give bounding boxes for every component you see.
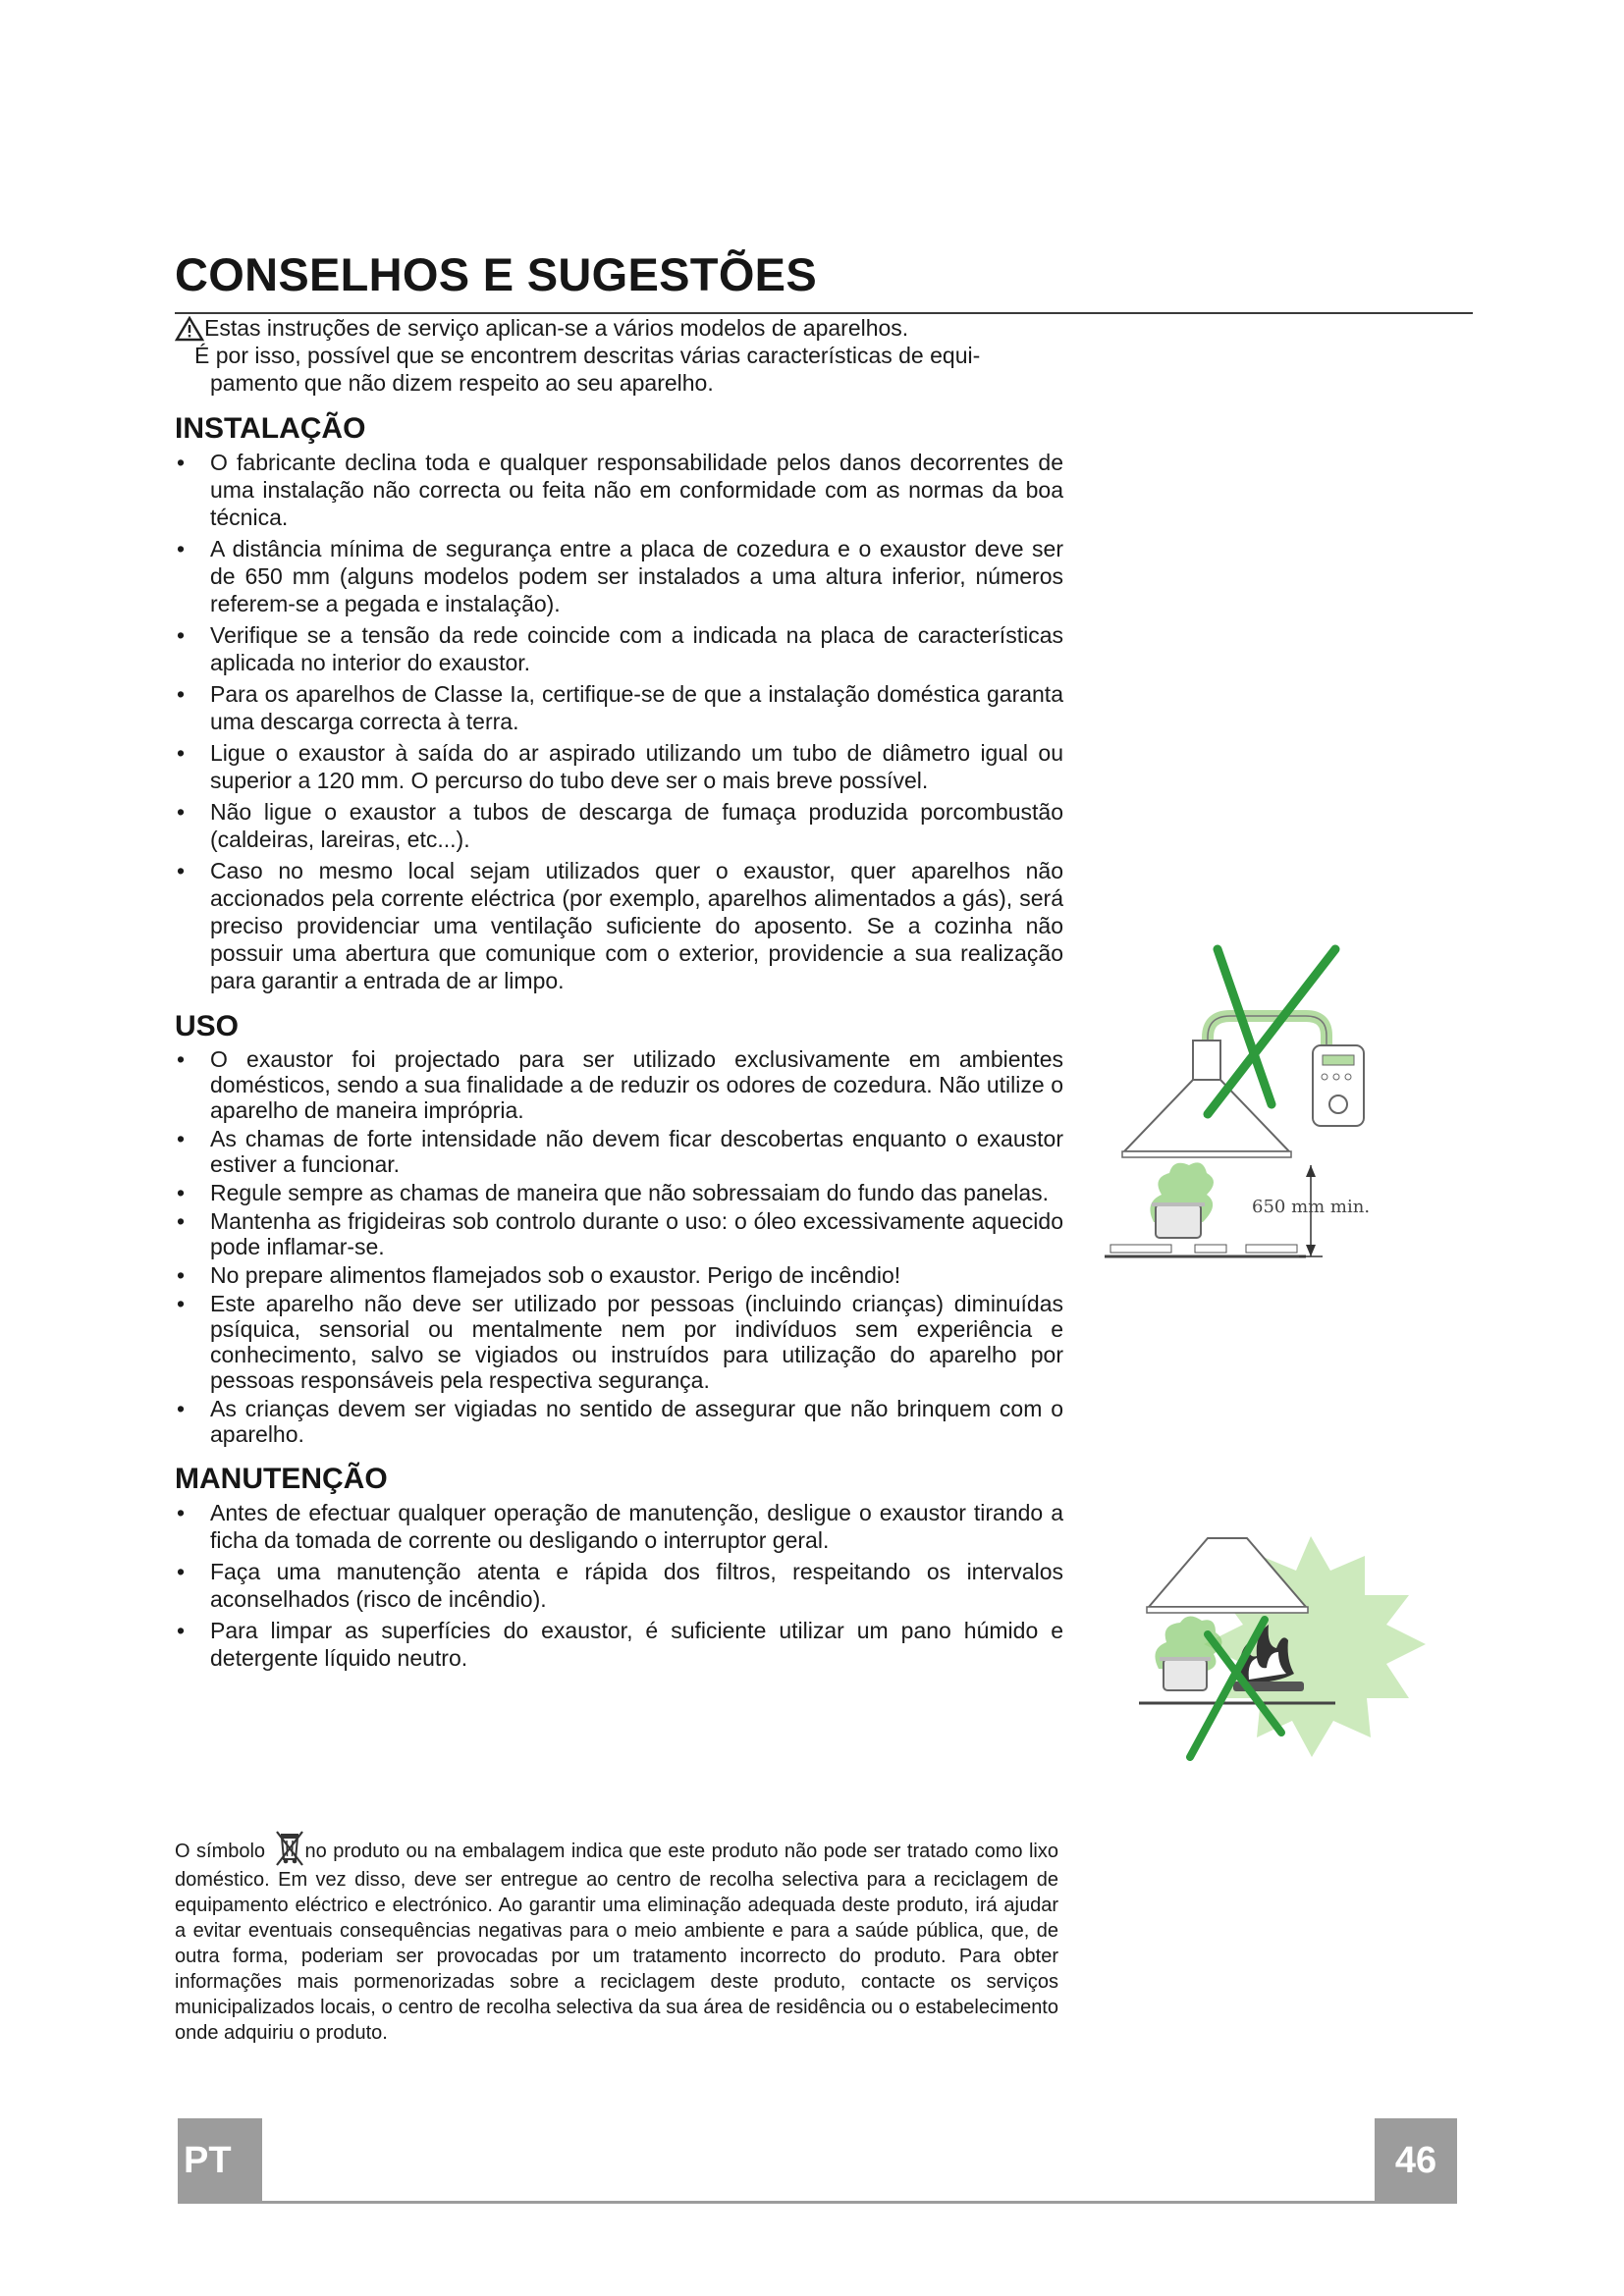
flambe-warning-diagram xyxy=(1139,1526,1434,1772)
list-item: • No prepare alimentos flamejados sob o exaustor. Perigo de incêndio! xyxy=(175,1262,1063,1288)
intro-line-1: Estas instruções de serviço aplican-se a vários modelos de aparelhos. xyxy=(204,315,909,341)
list-item: • Faça uma manutenção atenta e rápida dos filtros, respeitando os intervalos aconselhados (risco de incêndio). xyxy=(175,1558,1063,1613)
list-item: • As crianças devem ser vigiadas no sentido de assegurar que não brinquem com o aparelho. xyxy=(175,1396,1063,1447)
list-item: • Para os aparelhos de Classe Ia, certifique-se de que a instalação doméstica garanta uma descarga correcta à terra. xyxy=(175,680,1063,735)
pot xyxy=(1164,1659,1207,1690)
section-heading-installation: INSTALAÇÃO xyxy=(175,412,366,445)
crossed-bin-icon xyxy=(273,1828,306,1867)
exhaust-duct xyxy=(1208,1016,1326,1075)
intro-line-2: É por isso, possível que se encontrem descritas várias características de equi- xyxy=(194,343,981,368)
list-item: • Ligue o exaustor à saída do ar aspirado utilizando um tubo de diâmetro igual ou superior a 120 mm. O percurso do tubo deve ser o mais breve possível. xyxy=(175,739,1063,794)
list-item: • Este aparelho não deve ser utilizado por pessoas (incluindo crianças) diminuídas psíquica, sensorial ou mentalmente nem por indivíduos sem experiência e conhecimento, salvo se vigiados ou instruídos para utilização do aparelho por pessoas responsáveis pela respectiva segurança. xyxy=(175,1291,1063,1393)
section-heading-maintenance: MANUTENÇÃO xyxy=(175,1463,388,1495)
cross-mark-icon xyxy=(1218,949,1272,1104)
list-item: • O exaustor foi projectado para ser utilizado exclusivamente em ambientes domésticos, sendo a sua finalidade a de reduzir os odores de cozedura. Não utilize o aparelho de maneira imprópria. xyxy=(175,1046,1063,1123)
pot xyxy=(1156,1204,1201,1238)
page-number: 46 xyxy=(1375,2118,1457,2204)
weee-text-before: O símbolo xyxy=(175,1841,266,1862)
main-content xyxy=(175,314,1063,1676)
list-item: • A distância mínima de segurança entre a placa de cozedura e o exaustor deve ser de 650 mm (alguns modelos podem ser instalados a uma altura inferior, números referem-se a pegada e instalação). xyxy=(175,535,1063,617)
maintenance-list xyxy=(175,1499,1063,1672)
list-item: • O fabricante declina toda e qualquer responsabilidade pelos danos decorrentes de uma instalação não correcta ou feita não em conformidade com as normas da boa técnica. xyxy=(175,449,1063,531)
list-item: • Mantenha as frigideiras sob controlo durante o uso: o óleo excessivamente aquecido pode inflamar-se. xyxy=(175,1208,1063,1259)
section-heading-use: USO xyxy=(175,1010,240,1042)
hood-chimney xyxy=(1193,1041,1220,1080)
use-list xyxy=(175,1046,1063,1447)
list-item: • As chamas de forte intensidade não devem ficar descobertas enquanto o exaustor estiver a funcionar. xyxy=(175,1126,1063,1177)
list-item: • Para limpar as superfícies do exaustor, é suficiente utilizar um pano húmido e detergente líquido neutro. xyxy=(175,1617,1063,1672)
list-item: • Verifique se a tensão da rede coincide com a indicada na placa de características aplicada no interior do exaustor. xyxy=(175,621,1063,676)
weee-text-after: no produto ou na embalagem indica que este produto não pode ser tratado como lixo doméstico. Em vez disso, deve ser entregue ao centro de recolha selectiva para a reciclagem de equipamento eléctrico e electrónico. Ao garantir uma eliminação adequada deste produto, irá ajudar a evitar eventuais consequências negativas para o meio ambiente e para a saúde pública, que, de outra forma, poderiam ser provocadas por um tratamento incorrecto do produto. Para obter informações mais pormenorizadas sobre a reciclagem deste produto, contacte os serviços municipalizados locais, o centro de recolha selectiva da sua área de residência ou o estabelecimento onde adquiriu o produto. xyxy=(175,1841,1058,2044)
list-item: • Regule sempre as chamas de maneira que não sobressaiam do fundo das panelas. xyxy=(175,1180,1063,1205)
warning-triangle-icon xyxy=(175,316,204,342)
list-item: • Não ligue o exaustor a tubos de descarga de fumaça produzida porcombustão (caldeiras, lareiras, etc...). xyxy=(175,798,1063,853)
footer-rule xyxy=(262,2201,1375,2204)
hood-installation-diagram xyxy=(1105,937,1424,1281)
installation-list xyxy=(175,449,1063,994)
list-item: • Antes de efectuar qualquer operação de manutenção, desligue o exaustor tirando a ficha da tomada de corrente ou desligando o interruptor geral. xyxy=(175,1499,1063,1554)
weee-disposal-notice xyxy=(175,1828,1058,2046)
page-title: CONSELHOS E SUGESTÕES xyxy=(175,248,817,300)
dimension-label: 650 mm min. xyxy=(1252,1197,1371,1217)
intro-line-3: pamento que não dizem respeito ao seu aparelho. xyxy=(210,370,714,396)
intro-notice xyxy=(175,314,1063,397)
language-badge: PT xyxy=(178,2118,262,2204)
list-item: • Caso no mesmo local sejam utilizados quer o exaustor, quer aparelhos não accionados pela corrente eléctrica (por exemplo, aparelhos alimentados a gás), será preciso providenciar uma ventilação suficiente do aposento. Se a cozinha não possuir uma abertura que comunique com o exterior, providencie a sua realização para garantir a entrada de ar limpo. xyxy=(175,857,1063,994)
